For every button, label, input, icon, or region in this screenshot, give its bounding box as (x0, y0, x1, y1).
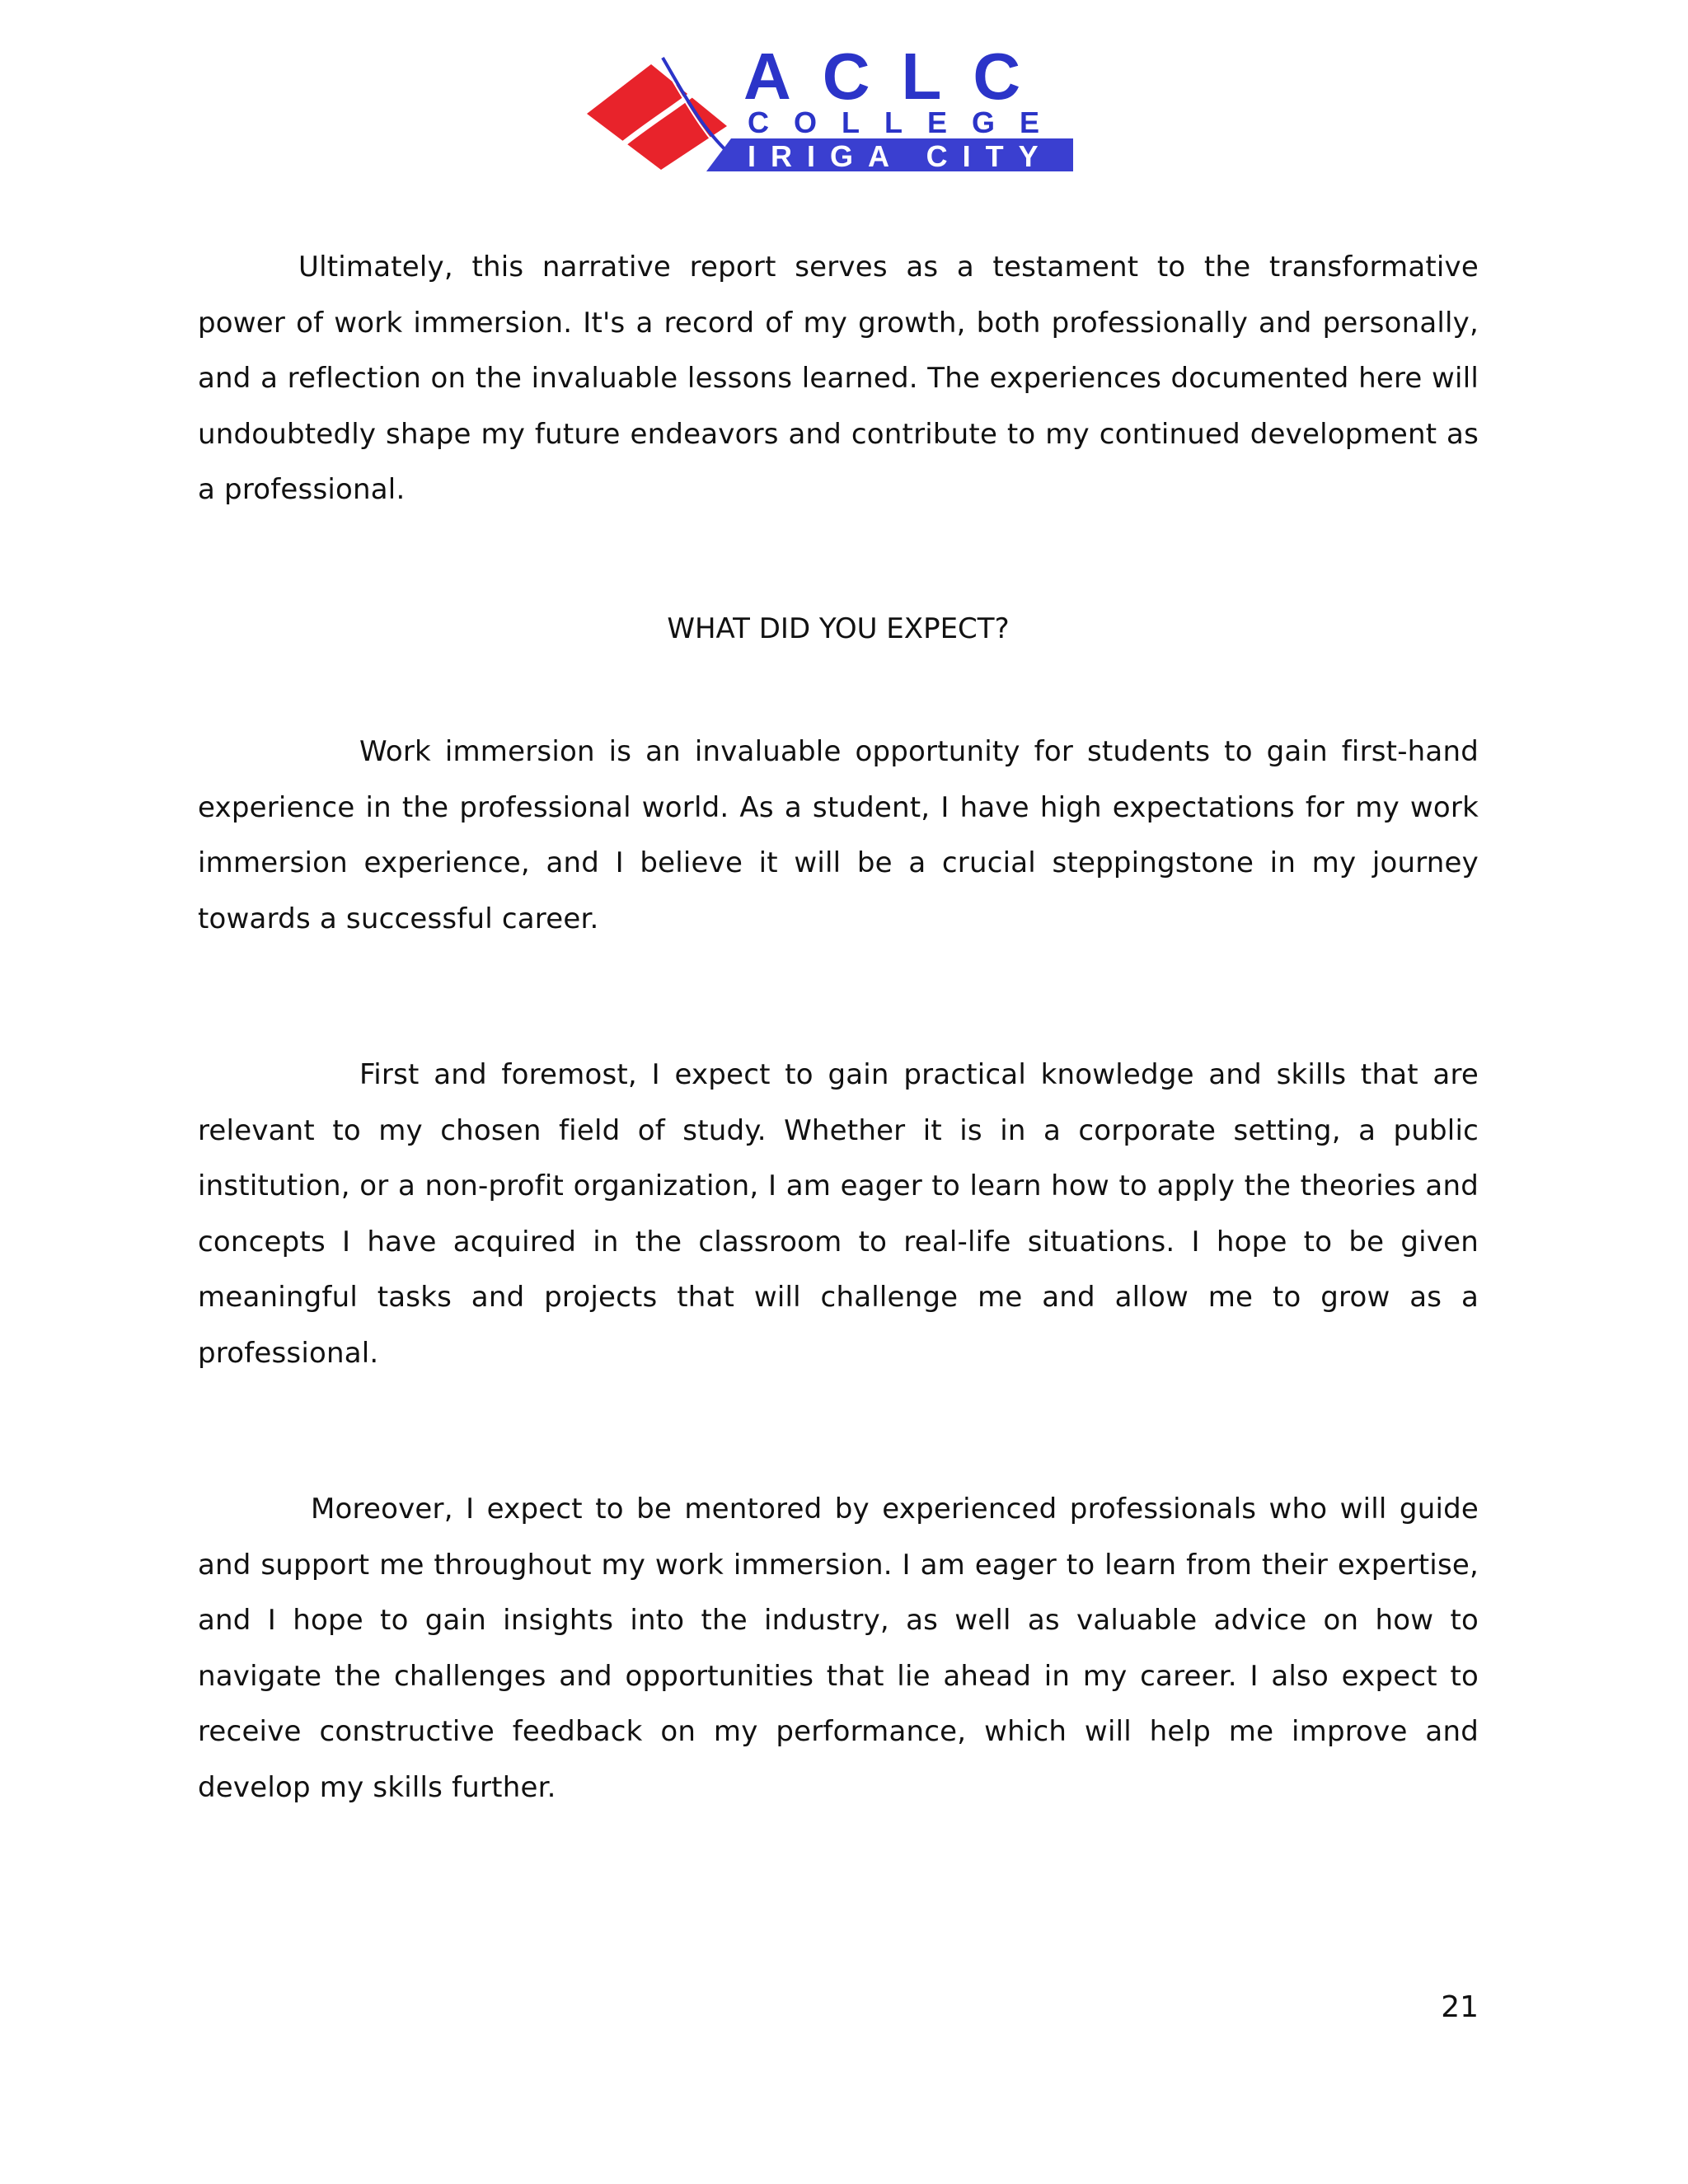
logo-line3: IRIGA CITY (748, 139, 1053, 173)
document-body (198, 240, 1479, 1816)
page-number: 21 (1441, 1990, 1479, 2024)
paragraph-first-and-foremost: First and foremost, I expect to gain practical knowledge and skills that are relevant to my chosen field of study. Whether it is in a corporate setting, a public institution, or a non-profit organization, I am eager to learn how to apply the theories and concepts I have acquired in the classroom to real-life situations. I hope to be given meaningful tasks and projects that will challenge me and allow me to grow as a professional. (198, 1058, 1479, 1370)
paragraph-work-immersion: Work immersion is an invaluable opportunity for students to gain first-hand experience in the professional world. As a student, I have high expectations for my work immersion experience, and I believe it will be a crucial steppingstone in my journey towards a successful career. (198, 735, 1479, 935)
paragraph-moreover: Moreover, I expect to be mentored by experienced professionals who will guide and support me throughout my work immersion. I am eager to learn from their expertise, and I hope to gain insights into the industry, as well as valuable advice on how to navigate the challenges and opportunities that lie ahead in my career. I also expect to receive constructive feedback on my performance, which will help me improve and develop my skills further. (198, 1493, 1479, 1804)
aclc-college-logo (587, 48, 1081, 178)
logo-line1: ACLC (743, 48, 1053, 113)
section-heading: WHAT DID YOU EXPECT? (667, 612, 1010, 645)
paragraph-conclusion: Ultimately, this narrative report serves as a testament to the transformative power of work immersion. It's a record of my growth, both professionally and personally, and a reflection on the invaluable lessons learned. The experiences documented here will undoubtedly shape my future endeavors and contribute to my continued development as a professional. (198, 251, 1479, 506)
logo-line2: COLLEGE (748, 105, 1065, 139)
logo-graphic (587, 48, 1081, 178)
